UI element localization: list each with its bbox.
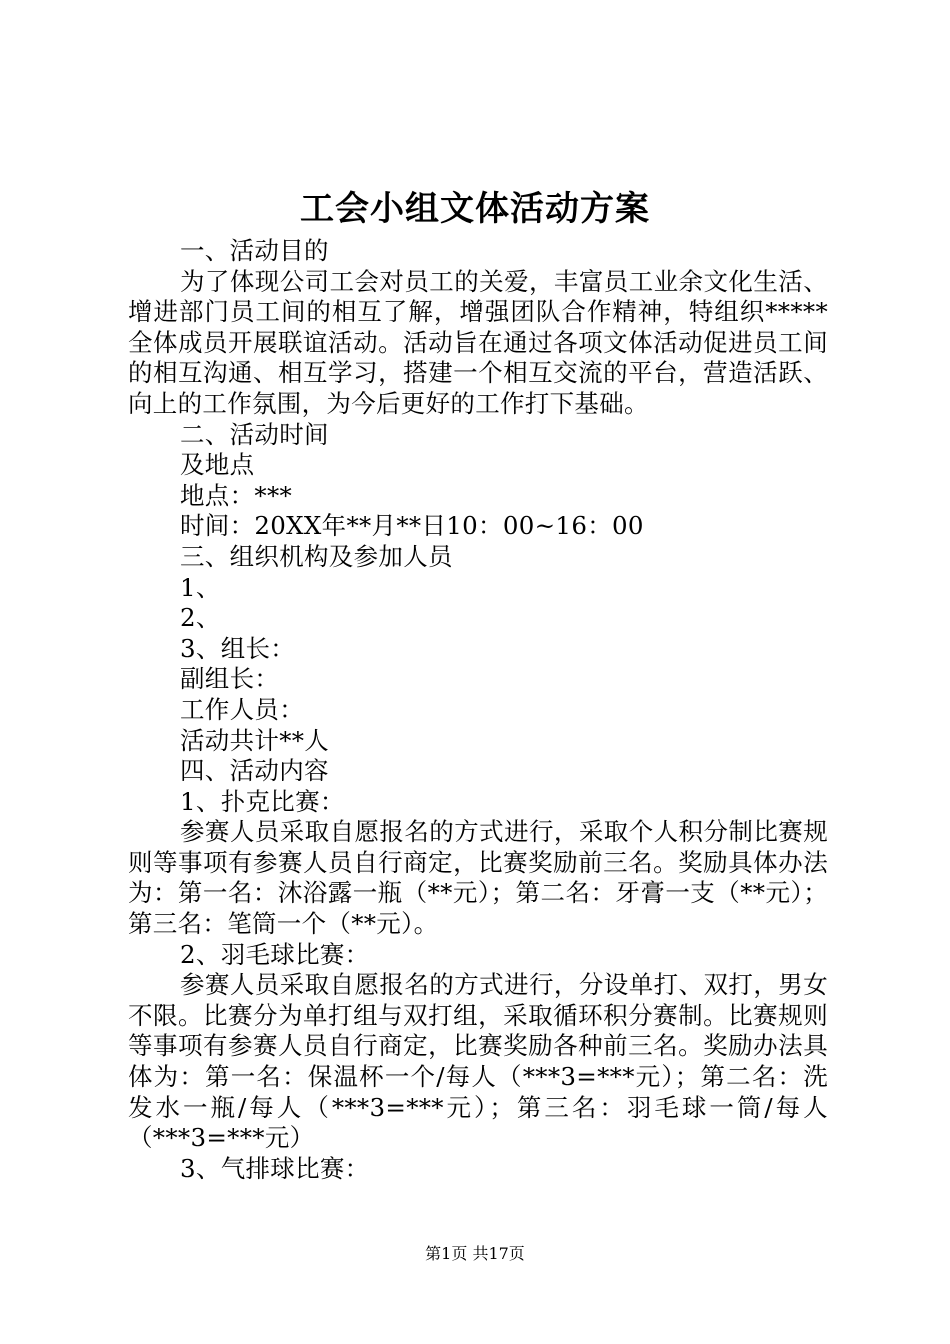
paragraph: 2、 [180, 603, 221, 633]
paragraph: 1、扑克比赛： [180, 786, 345, 816]
paragraph: 副组长： [180, 664, 280, 694]
paragraph: 地点：*** [180, 480, 293, 510]
paragraph: 时间：20XX年**月**日10：00~16：00 [180, 511, 644, 541]
paragraph: 参赛人员采取自愿报名的方式进行，分设单打、双打，男女不限。比赛分为单打组与双打组，采取循环积分赛制。比赛规则等事项有参赛人员自行商定，比赛奖励各种前三名。奖励办法具体为：第一名：保温杯一个/每人（***3=***元）；第二名：洗发水一瓶/每人（***3=***元）；第三名：羽毛球一筒/每人（***3=***元） [128, 970, 828, 1153]
paragraph: 一、活动目的 [180, 236, 329, 265]
page-footer: 第1页 共17页 [425, 1244, 525, 1263]
paragraph: 3、气排球比赛： [180, 1153, 370, 1183]
paragraph: 1、 [180, 572, 221, 602]
paragraph: 活动共计**人 [180, 725, 330, 755]
paragraph: 2、羽毛球比赛： [180, 939, 370, 969]
document-body [128, 236, 828, 1184]
paragraph: 为了体现公司工会对员工的关爱，丰富员工业余文化生活、增进部门员工间的相互了解，增强团队合作精神，特组织*****全体成员开展联谊活动。活动旨在通过各项文体活动促进员工间的相互沟通、相互学习，搭建一个相互交流的平台，营造活跃、向上的工作氛围，为今后更好的工作打下基础。 [128, 266, 828, 418]
paragraph: 工作人员： [180, 694, 304, 724]
paragraph: 3、组长： [180, 633, 296, 663]
paragraph: 二、活动时间 [180, 419, 329, 449]
paragraph: 及地点 [180, 450, 255, 480]
paragraph: 三、组织机构及参加人员 [180, 541, 453, 571]
paragraph: 参赛人员采取自愿报名的方式进行，采取个人积分制比赛规则等事项有参赛人员自行商定，比赛奖励前三名。奖励具体办法为：第一名：沐浴露一瓶（**元）；第二名：牙膏一支（**元）；第三名：笔筒一个（**元）。 [128, 817, 828, 939]
paragraph: 四、活动内容 [180, 756, 329, 786]
document-title: 工会小组文体活动方案 [300, 189, 650, 229]
